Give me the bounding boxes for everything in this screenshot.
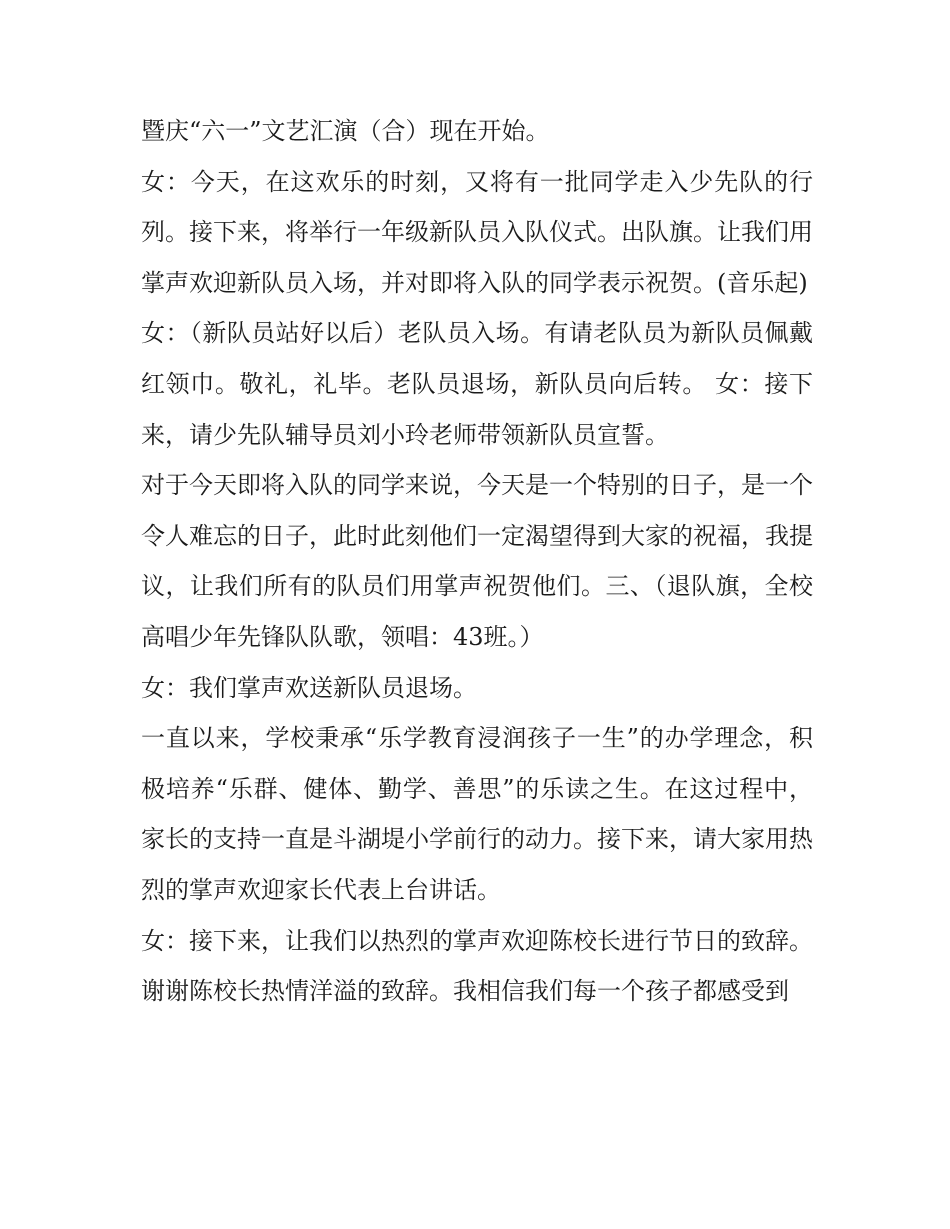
paragraph-opening: 暨庆“六一”文艺汇演（合）现在开始。 [141, 117, 550, 145]
paragraph-principal-speech: 女：接下来，让我们以热烈的掌声欢迎陈校长进行节日的致辞。 [141, 926, 813, 955]
document-body [141, 106, 813, 1017]
paragraph-school-philosophy: 一直以来，学校秉承“乐学教育浸润孩子一生”的办学理念，积极培养“乐群、健体、勤学、善思”的乐读之生。在这过程中，家长的支持一直是斗湖堤小学前行的动力。接下来，请大家用热烈的掌声欢迎家长代表上台讲话。 [141, 724, 813, 904]
paragraph-blessing: 对于今天即将入队的同学来说，今天是一个特别的日子，是一个令人难忘的日子，此时此刻他们一定渴望得到大家的祝福，我提议，让我们所有的队员们用掌声祝贺他们。三、（退队旗，全校高唱少年先锋队队歌，领唱：43班。） [141, 471, 813, 651]
paragraph-thanks: 谢谢陈校长热情洋溢的致辞。我相信我们每一个孩子都感受到 [141, 977, 789, 1006]
paragraph-farewell: 女：我们掌声欢送新队员退场。 [141, 673, 477, 702]
paragraph-red-scarf: 女：（新队员站好以后）老队员入场。有请老队员为新队员佩戴红领巾。敬礼，礼毕。老队员退场，新队员向后转。 女：接下来，请少先队辅导员刘小玲老师带领新队员宣誓。 [141, 319, 813, 449]
paragraph-new-members-ceremony: 女：今天，在这欢乐的时刻，又将有一批同学走入少先队的行列。接下来，将举行一年级新队员入队仪式。出队旗。让我们用掌声欢迎新队员入场，并对即将入队的同学表示祝贺。(音乐起) [141, 167, 813, 297]
